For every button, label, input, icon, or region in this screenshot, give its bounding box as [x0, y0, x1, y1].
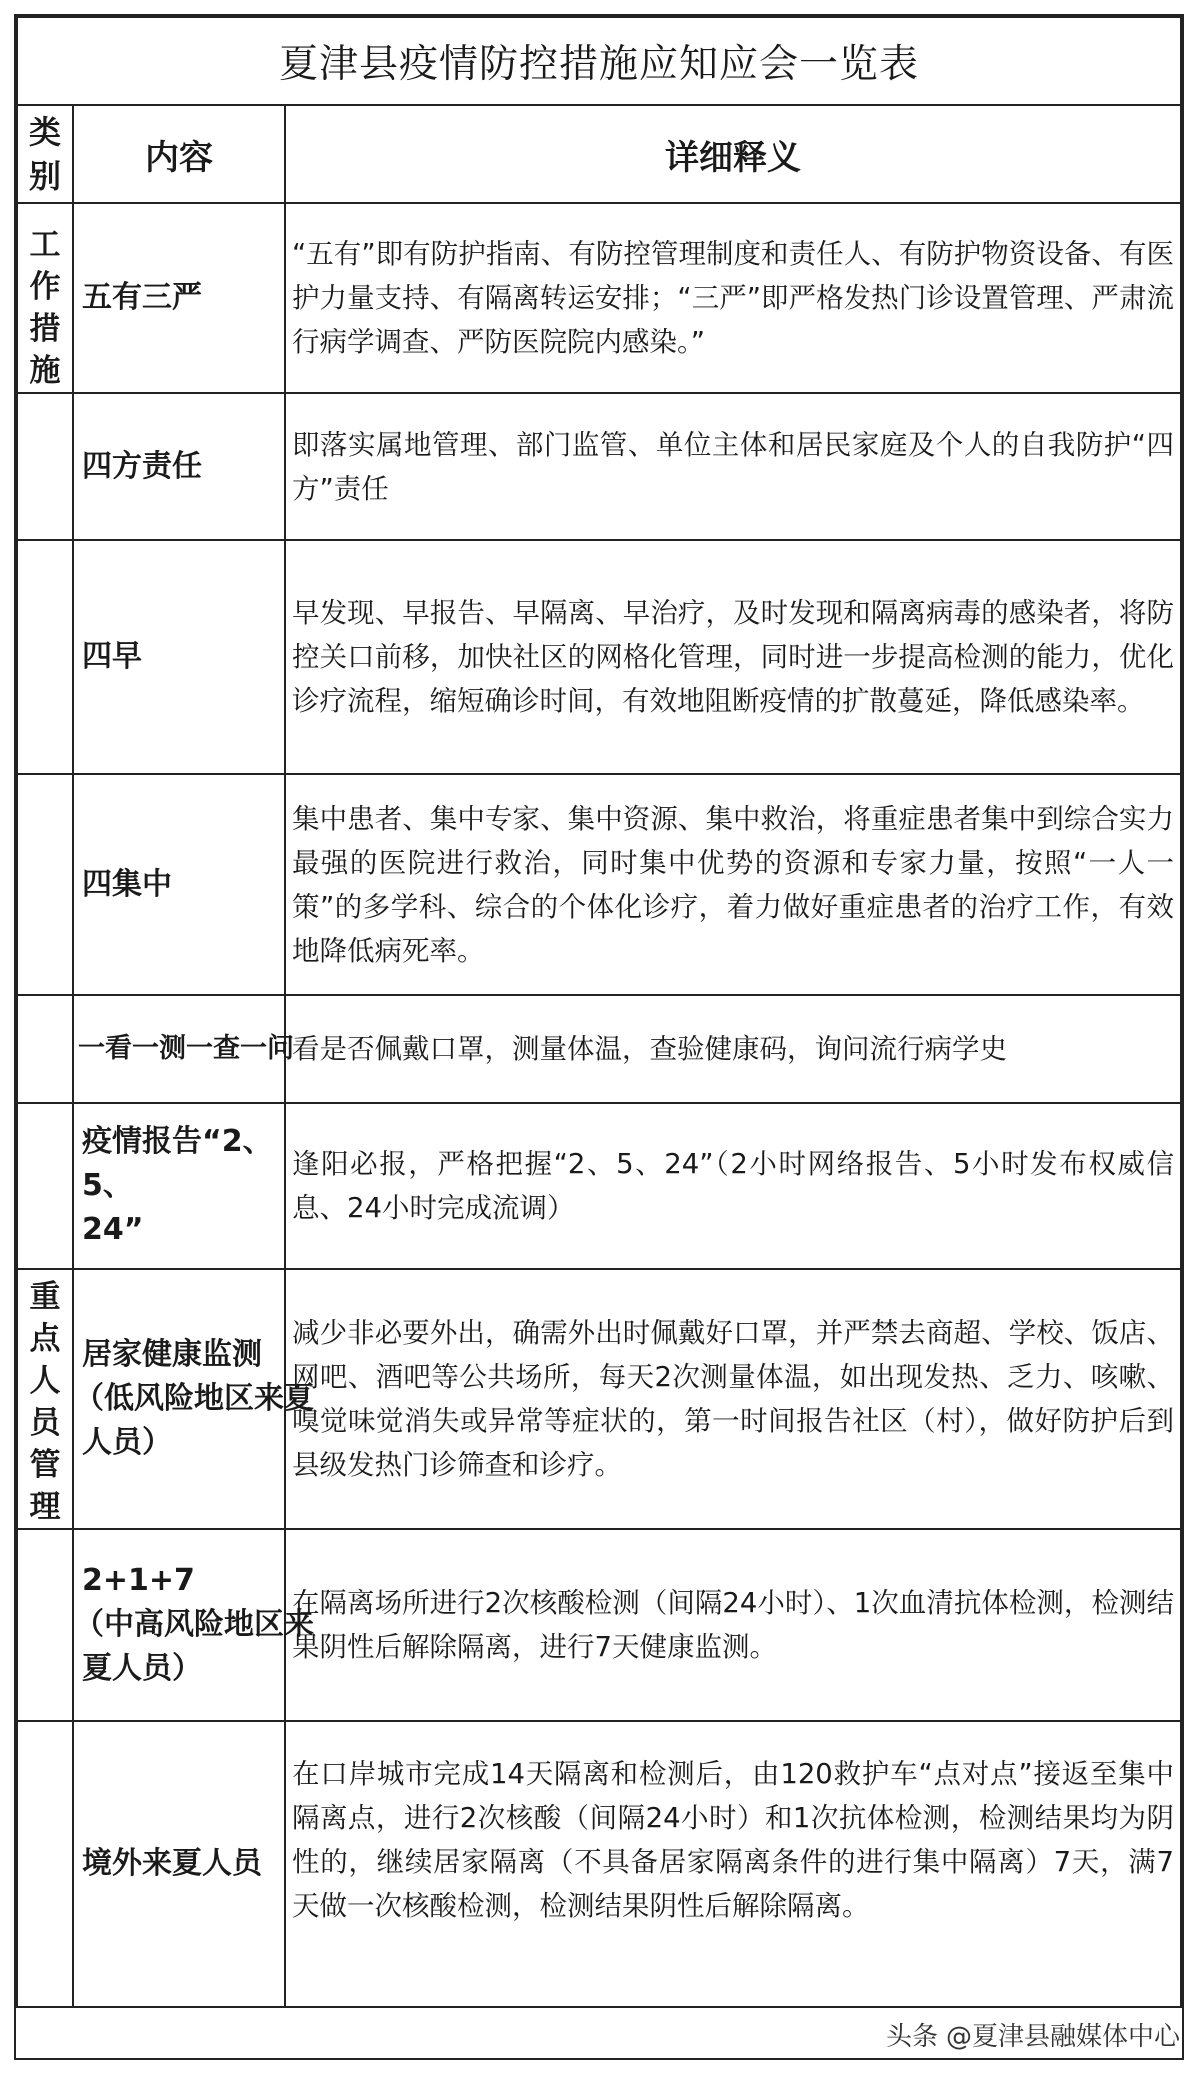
detail-cell: 即落实属地管理、部门监管、单位主体和居民家庭及个人的自我防护“四方”责任	[285, 393, 1181, 540]
table-title: 夏津县疫情防控措施应知应会一览表	[17, 17, 1181, 105]
item-label: 四早	[82, 639, 142, 674]
detail-cell: 减少非必要外出，确需外出时佩戴好口罩，并严禁去商超、学校、饭店、网吧、酒吧等公共场所，每天2次测量体温，如出现发热、乏力、咳嗽、嗅觉味觉消失或异常等症状的，第一时间报告社区（村），做好防护后到县级发热门诊筛查和诊疗。	[285, 1269, 1181, 1529]
category-empty	[17, 540, 73, 774]
item-cell	[73, 995, 294, 1103]
category-char: 措	[29, 311, 61, 347]
category-empty	[17, 1721, 73, 2007]
watermark	[886, 2016, 1180, 2053]
item-label: 五有三严	[82, 280, 202, 315]
title-row	[17, 17, 1181, 105]
item-cell	[73, 1529, 314, 1721]
category-empty	[17, 995, 73, 1103]
table-row	[17, 1269, 1181, 1529]
category-char: 理	[29, 1489, 61, 1525]
category-char: 工	[29, 227, 61, 263]
item-label: 四方责任	[82, 448, 202, 484]
item-cell	[73, 774, 285, 995]
item-label: 人员）	[82, 1425, 172, 1460]
category-char: 点	[29, 1321, 61, 1357]
item-cell	[73, 540, 285, 774]
table-row	[17, 203, 1181, 393]
item-label: 疫情报告“2、5、	[82, 1124, 273, 1203]
item-label: 夏人员）	[82, 1651, 202, 1686]
header-detail: 详细释义	[285, 105, 1181, 203]
watermark-prefix: 头条	[885, 2022, 938, 2052]
item-cell	[73, 1721, 285, 2007]
category-empty	[17, 1529, 73, 1721]
category-char: 管	[29, 1447, 61, 1483]
header-row	[17, 105, 1181, 203]
detail-cell: 集中患者、集中专家、集中资源、集中救治，将重症患者集中到综合实力最强的医院进行救治，同时集中优势的资源和专家力量，按照“一人一策”的多学科、综合的个体化诊疗，着力做好重症患者的治疗工作，有效地降低病死率。	[285, 774, 1181, 995]
table-row	[17, 774, 1181, 995]
document-page	[14, 14, 1184, 2060]
table-row	[17, 540, 1181, 774]
table-row	[17, 1529, 1181, 1721]
detail-cell: 在口岸城市完成14天隔离和检测后，由120救护车“点对点”接返至集中隔离点，进行2次核酸（间隔24小时）和1次抗体检测，检测结果均为阴性的，继续居家隔离（不具备居家隔离条件的进行集中隔离）7天，满7天做一次核酸检测，检测结果阴性后解除隔离。	[285, 1721, 1181, 2007]
item-label: 境外来夏人员	[82, 1846, 262, 1881]
category-empty	[17, 1103, 73, 1269]
category-char: 重	[29, 1279, 61, 1315]
category-char: 作	[29, 269, 61, 305]
category-char: 人	[29, 1363, 61, 1399]
header-category-char-1: 类	[28, 113, 61, 151]
category-work-measures	[17, 203, 73, 393]
item-cell	[73, 1103, 285, 1269]
item-label: 一看一测一查一问	[78, 1033, 294, 1064]
header-category	[17, 105, 73, 203]
item-cell	[73, 393, 285, 540]
category-empty	[17, 774, 73, 995]
item-label: （低风险地区来夏	[74, 1381, 314, 1416]
table-row	[17, 1721, 1181, 2007]
item-cell	[73, 1269, 314, 1529]
header-content: 内容	[73, 105, 285, 203]
detail-cell: 早发现、早报告、早隔离、早治疗，及时发现和隔离病毒的感染者，将防控关口前移，加快社区的网格化管理，同时进一步提高检测的能力，优化诊疗流程，缩短确诊时间，有效地阻断疫情的扩散蔓延，降低感染率。	[285, 540, 1181, 774]
category-char: 施	[29, 353, 61, 389]
category-empty	[17, 393, 73, 540]
item-label: 居家健康监测	[82, 1337, 262, 1372]
measures-table	[16, 16, 1182, 2008]
table-row	[17, 393, 1181, 540]
category-key-personnel	[17, 1269, 73, 1529]
category-char: 员	[29, 1405, 61, 1441]
detail-cell: 在隔离场所进行2次核酸检测（间隔24小时）、1次血清抗体检测，检测结果阴性后解除隔离，进行7天健康监测。	[285, 1529, 1181, 1721]
item-cell	[73, 203, 285, 393]
item-label: 24”	[82, 1212, 144, 1247]
detail-cell: “五有”即有防护指南、有防控管理制度和责任人、有防护物资设备、有医护力量支持、有隔离转运安排；“三严”即严格发热门诊设置管理、严肃流行病学调查、严防医院院内感染。”	[285, 203, 1181, 393]
item-label: 2+1+7	[82, 1563, 195, 1598]
detail-cell: 逢阳必报，严格把握“2、5、24”（2小时网络报告、5小时发布权威信息、24小时完成流调）	[285, 1103, 1181, 1269]
table-row	[17, 995, 1181, 1103]
detail-cell: 看是否佩戴口罩，测量体温，查验健康码，询问流行病学史	[285, 995, 1181, 1103]
table-row	[17, 1103, 1181, 1269]
header-category-char-2: 别	[28, 157, 61, 195]
item-label: 四集中	[82, 866, 172, 902]
item-label: （中高风险地区来	[74, 1607, 314, 1642]
watermark-handle: @夏津县融媒体中心	[945, 2022, 1180, 2052]
